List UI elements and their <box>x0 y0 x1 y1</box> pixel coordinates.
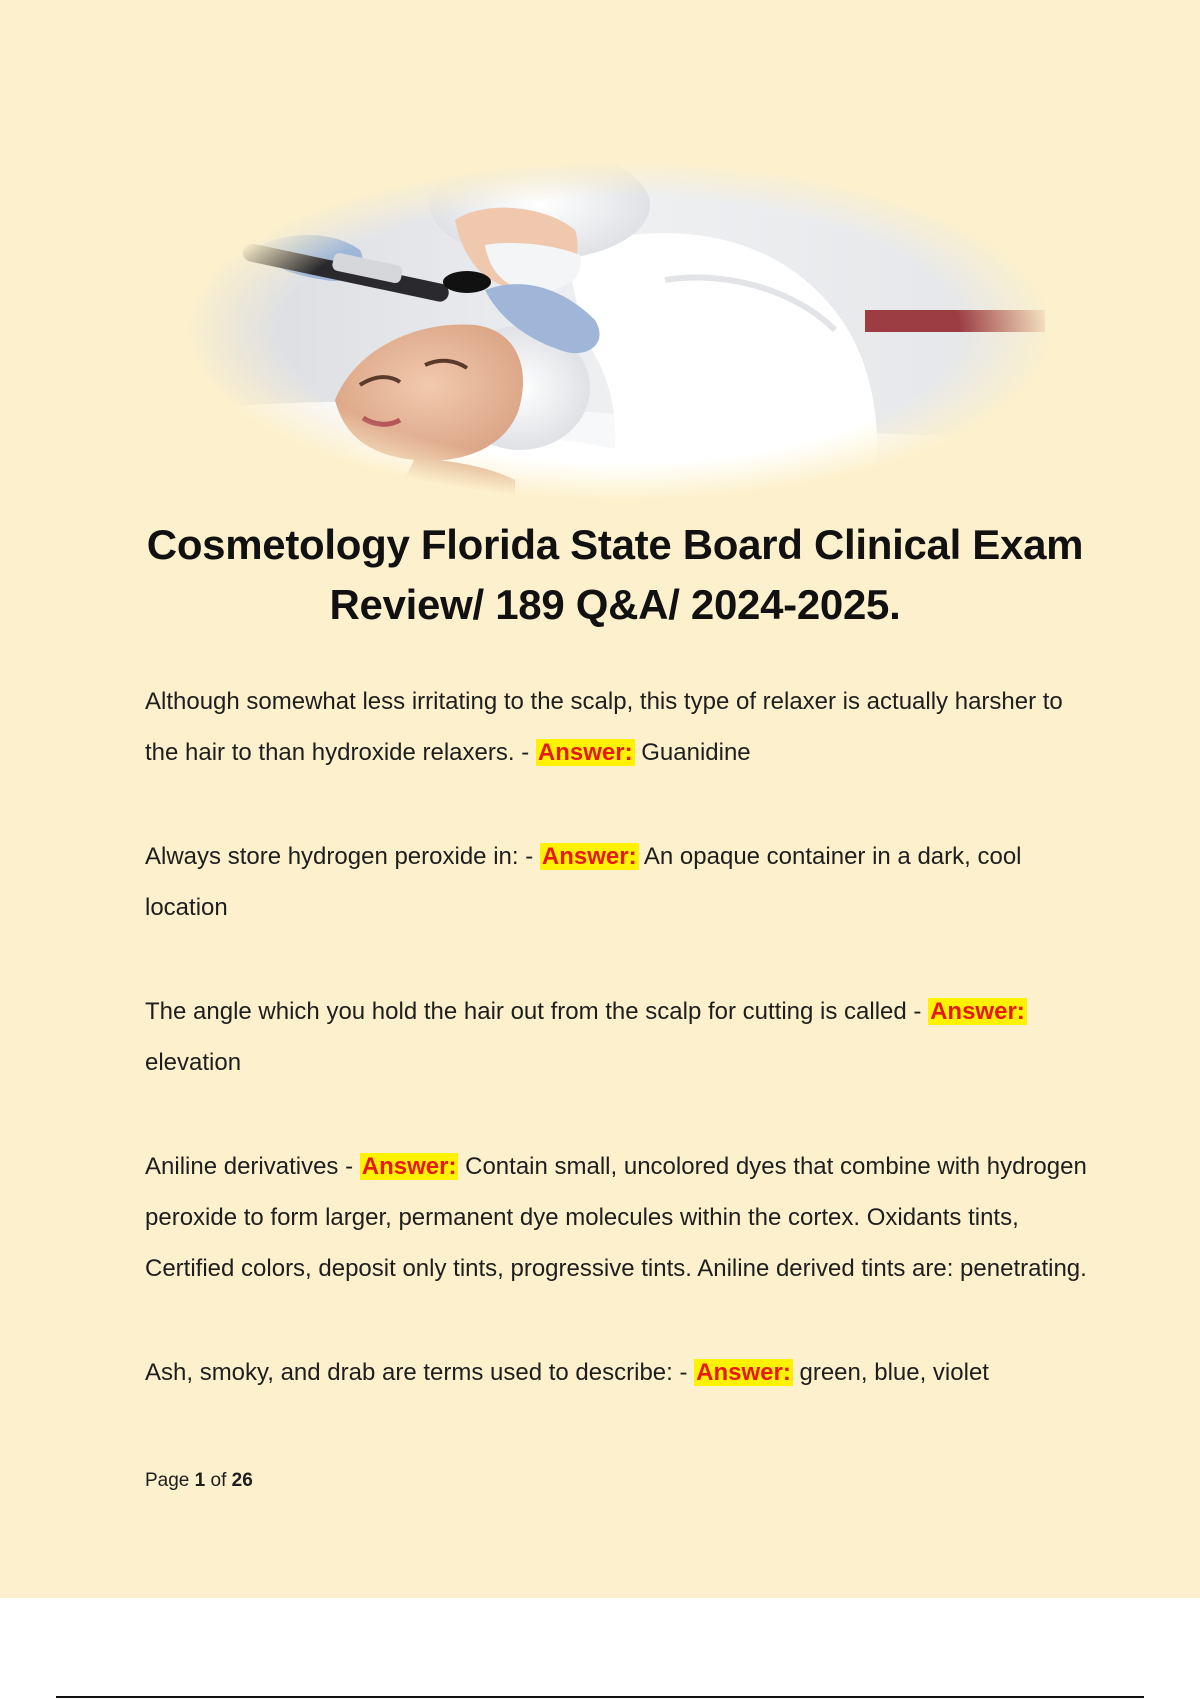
answer-text: An opaque container in a dark, cool location <box>145 843 1022 921</box>
qa-item <box>145 676 1095 778</box>
page-separator-line <box>56 1696 1144 1698</box>
answer-label: Answer: <box>361 1153 457 1180</box>
qa-item <box>145 831 1095 933</box>
page-word: Page <box>145 1470 190 1491</box>
answer-label: Answer: <box>537 739 633 766</box>
answer-text: elevation <box>145 1049 242 1076</box>
of-word: of <box>210 1470 227 1491</box>
question-text: The angle which you hold the hair out from the scalp for cutting is called - <box>145 998 929 1025</box>
answer-text: green, blue, violet <box>792 1359 989 1386</box>
question-text: Ash, smoky, and drab are terms used to describe: - <box>145 1359 695 1386</box>
answer-text: Guanidine <box>634 739 751 766</box>
current-page: 1 <box>194 1470 206 1491</box>
question-text: Always store hydrogen peroxide in: - <box>145 843 540 870</box>
qa-list <box>145 676 1095 1451</box>
qa-item <box>145 986 1095 1088</box>
qa-item <box>145 1347 1095 1398</box>
answer-label: Answer: <box>930 998 1025 1025</box>
document-title: Cosmetology Florida State Board Clinical Exam Review/ 189 Q&A/ 2024-2025. <box>146 521 1084 628</box>
question-text: Aniline derivatives - <box>145 1153 360 1180</box>
cosmetologist-skin-analysis-photo <box>185 160 1055 500</box>
answer-label: Answer: <box>541 843 637 870</box>
page-number <box>145 1470 253 1492</box>
question-text: Although somewhat less irritating to the scalp, this type of relaxer is actually harsher to the hair to than hydroxide relaxers. - <box>145 688 1063 766</box>
answer-text: Contain small, uncolored dyes that combine with hydrogen peroxide to form larger, permanent dye molecules within the cortex. Oxidants tints, Certified colors, deposit only tints, progressive tints. Aniline derived tints are: penetrating. <box>145 1153 1087 1282</box>
answer-label: Answer: <box>696 1359 791 1386</box>
total-pages: 26 <box>231 1470 253 1491</box>
qa-item <box>145 1141 1095 1294</box>
